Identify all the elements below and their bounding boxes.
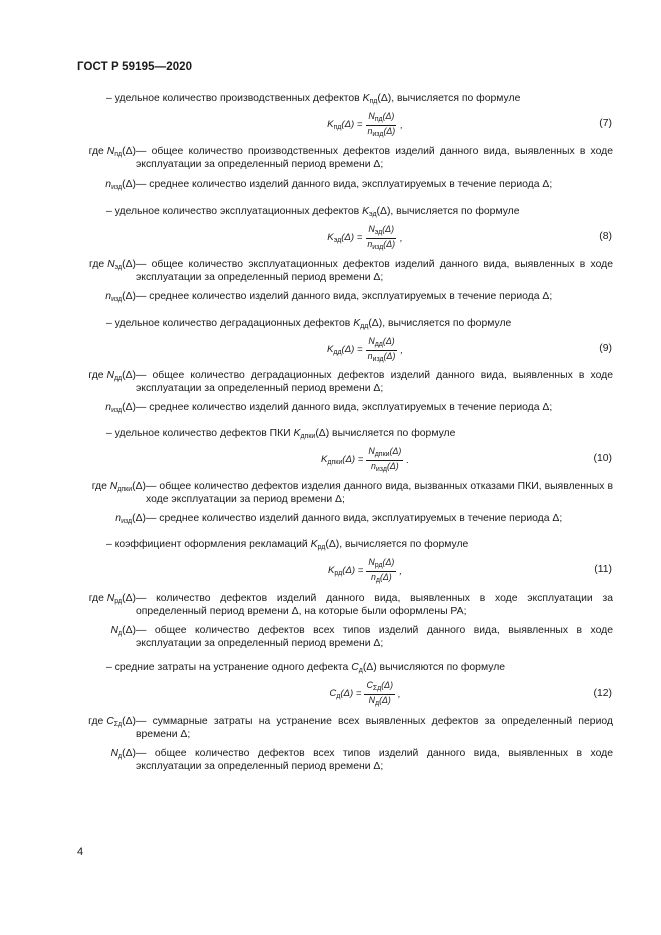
formula-lhs: $K_{дпки}(\Delta)$ =	[320, 454, 364, 466]
definition-item	[79, 748, 613, 774]
formula-tail: ,	[400, 232, 403, 244]
definition-item	[79, 291, 613, 305]
formula-tail: .	[406, 454, 410, 466]
definition-item	[79, 146, 613, 172]
definition-text: — среднее количество изделий данного вида, эксплуатируемых в течение периода Δ;	[136, 402, 553, 413]
formula-lhs: $K_{пд}(\Delta)$ =	[327, 119, 363, 131]
formula-denominator: $n_{изд}(\Delta)$	[367, 350, 396, 363]
definition-text: — суммарные затраты на устранение всех выявленных дефектов за определенный период времени Δ;	[136, 716, 613, 740]
definition-item	[79, 513, 613, 527]
intro-line: – коэффициент оформления рекламаций $K_{рд}(\Delta)$, вычисляется по формуле	[106, 539, 469, 551]
intro-line: – удельное количество дефектов ПКИ $K_{дпки}(\Delta)$ вычисляется по формуле	[106, 428, 456, 440]
page-number: 4	[77, 846, 84, 858]
equation-number: (12)	[593, 688, 612, 699]
document-code: ГОСТ Р 59195—2020	[77, 61, 193, 73]
formula-fraction	[364, 680, 395, 709]
definition-item	[79, 716, 613, 742]
definition-symbol: $n_{изд}(\Delta)$	[105, 402, 136, 414]
formula-numerator: $N_{дд}(\Delta)$	[366, 336, 396, 351]
definition-symbol: где $N_{дпки}(\Delta)$	[91, 481, 146, 493]
formula-numerator: $C_{\Sigma д}(\Delta)$	[364, 680, 395, 695]
formula-numerator: $N_{пд}(\Delta)$	[366, 111, 396, 126]
definition-text: — общее количество деградационных дефектов изделий данного вида, выявленных в ходе эксплуатации за определенный период времени Δ;	[136, 370, 613, 394]
definition-text: — среднее количество изделий данного вида, эксплуатируемых в течение периода Δ;	[136, 179, 553, 190]
formula-denominator: $n_д(\Delta)$	[370, 571, 392, 584]
definition-symbol: $n_{изд}(\Delta)$	[105, 291, 136, 303]
formula-denominator: $N_д(\Delta)$	[368, 694, 391, 707]
formula-fraction	[365, 224, 397, 253]
definition-symbol: $N_д(\Delta)$	[110, 625, 136, 637]
formula-denominator: $n_{изд}(\Delta)$	[370, 460, 399, 473]
formula-fraction	[366, 446, 403, 475]
formula-tail: ,	[398, 688, 401, 700]
intro-line: – удельное количество производственных дефектов $K_{пд}(\Delta)$, вычисляется по формуле	[106, 93, 521, 105]
formula	[230, 225, 500, 251]
equation-number: (8)	[599, 231, 612, 242]
definition-item	[79, 481, 613, 507]
definition-symbol: где $N_{дд}(\Delta)$	[88, 370, 136, 382]
formula-lhs: $K_{рд}(\Delta)$ =	[328, 565, 364, 577]
formula-tail: ,	[400, 344, 404, 356]
formula-numerator: $N_{дпки}(\Delta)$	[366, 446, 403, 461]
formula-fraction	[365, 111, 397, 140]
formula-lhs: $K_{дд}(\Delta)$ =	[326, 344, 363, 356]
definition-text: — общее количество дефектов всех типов изделий данного вида, выявленных в ходе эксплуатации за определенный период времени Δ;	[136, 748, 613, 772]
formula	[230, 337, 500, 363]
definition-symbol: где $C_{\Sigma д}(\Delta)$	[88, 716, 136, 728]
definition-symbol: где $N_{эд}(\Delta)$	[89, 259, 136, 271]
formula-tail: ,	[399, 565, 402, 577]
definition-text: — общее количество дефектов всех типов изделий данного вида, выявленных в ходе эксплуатации за определенный период времени Δ;	[136, 625, 613, 649]
definition-item	[79, 370, 613, 396]
definition-text: — количество дефектов изделий данного вида, выявленных в ходе эксплуатации за определенный период времени Δ, на которые были оформлены РА;	[136, 593, 613, 617]
formula-numerator: $N_{рд}(\Delta)$	[366, 557, 396, 572]
definition-item	[79, 402, 613, 416]
formula	[230, 447, 500, 473]
formula-denominator: $n_{изд}(\Delta)$	[367, 125, 396, 138]
formula	[230, 681, 500, 707]
definition-text: — общее количество производственных дефектов изделий данного вида, выявленных в ходе эксплуатации за определенный период времени Δ;	[136, 146, 613, 170]
formula-tail: ,	[400, 119, 403, 131]
intro-line: – удельное количество деградационных дефектов $K_{дд}(\Delta)$, вычисляется по формуле	[106, 318, 512, 330]
definition-item	[79, 259, 613, 285]
equation-number: (10)	[593, 453, 612, 464]
equation-number: (11)	[594, 564, 612, 575]
formula-lhs: $C_д(\Delta)$ =	[329, 688, 362, 700]
definition-text: — общее количество эксплуатационных дефектов изделий данного вида, выявленных в ходе эксплуатации за определенный период времени Δ;	[136, 259, 613, 283]
formula	[230, 558, 500, 584]
definition-symbol: где $N_{рд}(\Delta)$	[88, 593, 136, 605]
equation-number: (7)	[599, 118, 612, 129]
intro-line: – удельное количество эксплуатационных дефектов $K_{эд}(\Delta)$, вычисляется по формуле	[106, 206, 520, 218]
intro-line: – средние затраты на устранение одного дефекта $C_д(\Delta)$ вычисляются по формуле	[106, 662, 506, 674]
definition-item	[79, 179, 613, 193]
equation-number: (9)	[599, 343, 612, 354]
formula-lhs: $K_{эд}(\Delta)$ =	[327, 232, 363, 244]
definition-item	[79, 593, 613, 619]
formula	[230, 112, 500, 138]
definition-text: — среднее количество изделий данного вида, эксплуатируемых в течение периода Δ;	[146, 513, 563, 524]
definition-text: — общее количество дефектов изделия данного вида, вызванных отказами ПКИ, выявленных в ходе эксплуатации за период времени Δ;	[146, 481, 613, 505]
definition-text: — среднее количество изделий данного вида, эксплуатируемых в течение периода Δ;	[136, 291, 553, 302]
formula-denominator: $n_{изд}(\Delta)$	[367, 238, 396, 251]
formula-numerator: $N_{эд}(\Delta)$	[366, 224, 396, 239]
definition-symbol: $n_{изд}(\Delta)$	[115, 513, 146, 525]
formula-fraction	[366, 336, 398, 365]
definition-symbol: $n_{изд}(\Delta)$	[105, 179, 136, 191]
definition-symbol: $N_д(\Delta)$	[110, 748, 136, 760]
definition-symbol: где $N_{пд}(\Delta)$	[88, 146, 136, 158]
definition-item	[79, 625, 613, 651]
formula-fraction	[366, 557, 396, 586]
